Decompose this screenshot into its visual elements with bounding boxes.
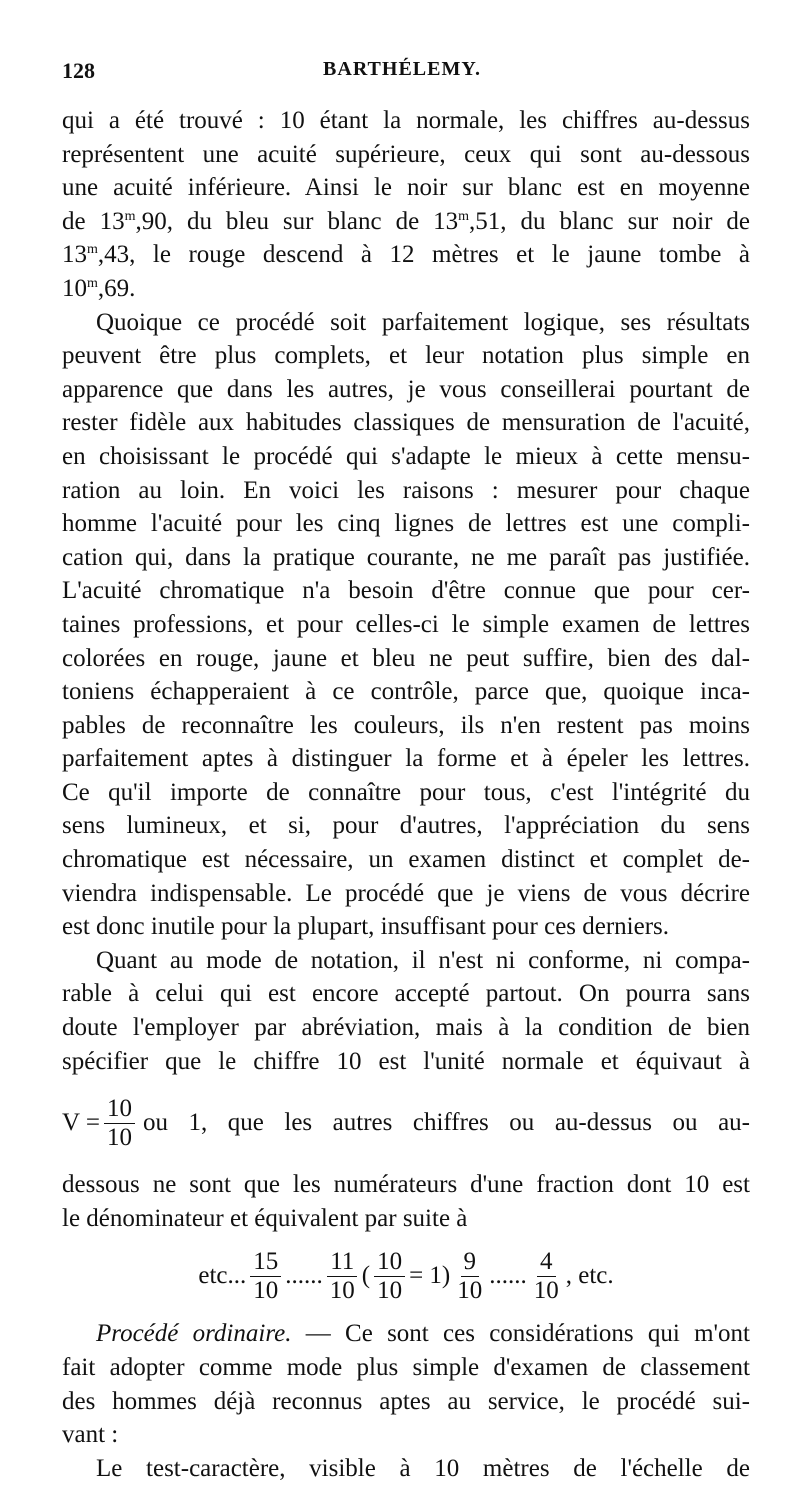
text-line: rable à celui qui est encore accepté partout. On pourra sans (62, 980, 750, 1008)
formula-lhs: V = (62, 1109, 100, 1137)
running-head: BARTHÉLEMY. (323, 58, 481, 80)
text-line: homme l'acuité pour les cinq lignes de lettres est une compli- (62, 510, 750, 538)
formula-rest: ou 1, que les autres chiffres ou au-dessus ou au- (142, 1109, 750, 1137)
text-line: le dénominateur et équivalent par suite à (62, 1204, 468, 1232)
fraction: $\frac{11}{10}$ (327, 1248, 358, 1305)
text-line: cation qui, dans la pratique courante, ne me paraît pas justifiée. (62, 543, 750, 571)
text-line: en choisissant le procédé qui s'adapte le mieux à cette mensu- (62, 442, 750, 470)
text-line: chromatique est nécessaire, un examen distinct et complet de- (62, 846, 750, 874)
text-line: spécifier que le chiffre 10 est l'unité normale et équivaut à (62, 1047, 750, 1075)
text-line: parfaitement aptes à distinguer la forme et à épeler les lettres. (62, 745, 750, 773)
text-line: Ce qu'il importe de connaître pour tous, c'est l'intégrité du (62, 778, 750, 806)
fraction: $\frac{15}{10}$ (250, 1248, 281, 1305)
text-line: peuvent être plus complets, et leur notation plus simple en (62, 342, 750, 370)
text-line: doute l'employer par abréviation, mais à la condition de bien (62, 1014, 750, 1042)
text-line: colorées en rouge, jaune et bleu ne peut suffire, bien des dal- (62, 644, 750, 672)
text-line: viendra indispensable. Le procédé que je viens de vous décrire (62, 879, 750, 907)
fraction: $\frac{4}{10}$ (533, 1247, 559, 1304)
text-line: Le test-caractère, visible à 10 mètres de l'échelle de (96, 1454, 750, 1482)
text-line: pables de reconnaître les couleurs, ils n'en restent pas moins (62, 711, 750, 739)
text-line: qui a été trouvé : 10 étant la normale, les chiffres au-dessus (62, 107, 750, 134)
text-line: 10$^m$,69. (62, 274, 136, 302)
text-line: Procédé ordinaire. — Ce sont ces considérations qui m'ont (96, 1320, 751, 1348)
page-number: 128 (62, 58, 95, 83)
text-line: représentent une acuité supérieure, ceux qui sont au-dessous (62, 140, 750, 168)
text-line: est donc inutile pour la plupart, insuffisant pour ces derniers. (62, 913, 670, 941)
text-line: une acuité inférieure. Ainsi le noir sur blanc est en moyenne (62, 174, 750, 202)
body-text (62, 104, 750, 1485)
unit-superscript: m (124, 208, 136, 224)
section-heading: Procédé ordinaire. (96, 1320, 292, 1348)
text-line: rester fidèle aux habitudes classiques de mensuration de l'acuité, (62, 409, 750, 437)
text-line: des hommes déjà reconnus aptes au service, le procédé sui- (62, 1387, 750, 1415)
formula-line (62, 1078, 750, 1168)
text-line: apparence que dans les autres, je vous conseillerai pourtant de (62, 375, 750, 403)
page-header (62, 58, 742, 92)
unit-superscript: m (87, 275, 98, 291)
fraction: $\frac{9}{10}$ (457, 1247, 483, 1304)
fraction-ten-over-ten: $\frac{10}{10}$ (104, 1095, 135, 1152)
text-line: vant : (62, 1421, 119, 1449)
fraction-series: etc... $\frac{15}{10}$ ...... $\frac{11}{10}$ ( $\frac{10}{10}$ = 1) $\frac{9}{10}$ ...... $\frac{4}{10}$ , etc. (198, 1247, 614, 1304)
text-line: de 13$^m$,90, du bleu sur blanc de 13$^m$,51, du blanc sur noir de (62, 207, 750, 235)
text-line: Quant au mode de notation, il n'est ni conforme, ni compa- (96, 946, 750, 974)
text-line: ration au loin. En voici les raisons : mesurer pour chaque (62, 476, 750, 504)
text-line: 13$^m$,43, le rouge descend à 12 mètres et le jaune tombe à (62, 241, 750, 269)
text-line: toniens échapperaient à ce contrôle, parce que, quoique inca- (62, 678, 750, 706)
fraction: $\frac{10}{10}$ (374, 1248, 405, 1305)
text-line: taines professions, et pour celles-ci le simple examen de lettres (62, 610, 750, 638)
text-line: sens lumineux, et si, pour d'autres, l'appréciation du sens (62, 812, 750, 840)
text-line: dessous ne sont que les numérateurs d'une fraction dont 10 est (62, 1171, 750, 1199)
text-line: fait adopter comme mode plus simple d'examen de classement (62, 1354, 750, 1381)
text-line: L'acuité chromatique n'a besoin d'être connue que pour cer- (62, 577, 750, 605)
unit-superscript: m (458, 208, 470, 224)
text-line: Quoique ce procédé soit parfaitement logique, ses résultats (96, 308, 750, 336)
unit-superscript: m (87, 242, 98, 258)
